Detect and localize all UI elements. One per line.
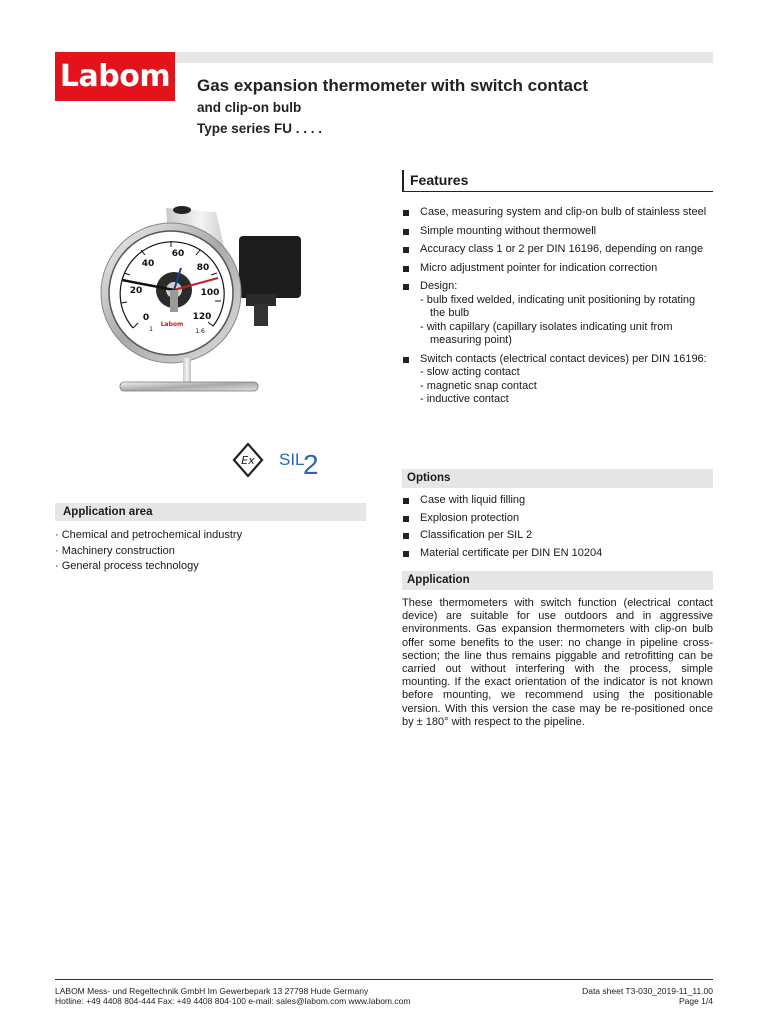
list-item: Switch contacts (electrical contact devices) per DIN 16196: - slow acting contact - magnetic snap contact - inductive contact [402, 353, 713, 407]
list-item: Simple mounting without thermowell [402, 225, 713, 239]
dial-tick-label: 100 [200, 288, 220, 298]
footer-datasheet: Data sheet T3-030_2019-11_11.00 [582, 986, 713, 996]
sub-item: - with capillary (capillary isolates indicating unit from measuring point) [420, 320, 673, 346]
dial-tick-label: 40 [141, 259, 155, 269]
document-title: Gas expansion thermometer with switch contact [197, 76, 589, 95]
ex-label: Ex [241, 454, 255, 467]
footer-divider [55, 979, 713, 980]
list-item: · Machinery construction [55, 544, 175, 557]
list-item: Explosion protection [402, 512, 713, 526]
list-item: Micro adjustment pointer for indication correction [402, 262, 713, 276]
list-item: · Chemical and petrochemical industry [55, 529, 243, 541]
options-heading: Options [402, 469, 713, 488]
dial-mark: 1 [149, 326, 153, 333]
dial-tick-label: 80 [196, 263, 210, 273]
footer-contact: Hotline: +49 4408 804-444 Fax: +49 4408 804-100 e-mail: sales@labom.com www.labom.com [55, 996, 411, 1006]
application-area-heading: Application area [55, 503, 366, 521]
sub-item: - inductive contact [420, 393, 509, 405]
list-item: Case, measuring system and clip-on bulb of stainless steel [402, 206, 713, 220]
footer-company: LABOM Mess- und Regeltechnik GmbH Im Gewerbepark 13 27798 Hude Germany [55, 986, 369, 996]
list-item: Design: - bulb fixed welded, indicating unit positioning by rotating the bulb - with capillary (capillary isolates indicating unit from measuring point) [402, 280, 713, 348]
document-subtitle: and clip-on bulb [197, 100, 302, 115]
sub-item: - slow acting contact [420, 366, 520, 378]
logo-text: Labom [59, 59, 171, 94]
dial-tick-label: 0 [142, 313, 150, 323]
application-area-list [55, 528, 242, 575]
list-item: Classification per SIL 2 [402, 529, 713, 543]
connector-box [239, 236, 301, 298]
type-series: Type series FU . . . . [197, 121, 323, 136]
dial-tick-label: 120 [192, 312, 212, 322]
cable-gland [254, 304, 268, 326]
dial-brand: Labom [160, 321, 184, 328]
list-item: Material certificate per DIN EN 10204 [402, 547, 713, 561]
features-list [402, 206, 713, 412]
list-item: Case with liquid filling [402, 494, 713, 508]
sub-item: - magnetic snap contact [420, 379, 537, 392]
dial-tick-label: 20 [129, 286, 143, 296]
sil-level: 2 [303, 449, 319, 480]
certification-logos [230, 440, 330, 480]
dial-tick-label: 60 [171, 249, 185, 259]
dial-mark: 1.6 [195, 328, 205, 335]
brand-logo [55, 52, 175, 101]
list-item: · General process technology [55, 560, 199, 573]
adjust-key [170, 290, 178, 312]
features-heading: Features [402, 170, 713, 192]
application-text: These thermometers with switch function (electrical contact device) are suitable for use outdoors and in aggressive environments. Gas expansion thermometers with clip-on bulb offer some benefits to the user: no change in pipeline cross-section; the line thus remains piggable and retrofitting can be carried out without interfering with the process, simple mounting. If the exact orientation of the indicator is not known before mounting, we recommend using the positionable version. With this version the case may be re-positioned once by ± 180° with respect to the pipeline. [402, 597, 713, 728]
zero-adjust-knob [173, 206, 191, 214]
footer-page: Page 1/4 [678, 996, 713, 1006]
thermometer-illustration [96, 198, 308, 408]
header-bar [175, 52, 713, 63]
options-list [402, 494, 713, 564]
list-item: Accuracy class 1 or 2 per DIN 16196, depending on range [402, 243, 713, 257]
sub-item: - bulb fixed welded, indicating unit positioning by rotating the bulb [420, 293, 696, 319]
sil-label: SIL [279, 450, 305, 469]
clip-on-bulb [120, 382, 258, 391]
application-heading: Application [402, 571, 713, 590]
